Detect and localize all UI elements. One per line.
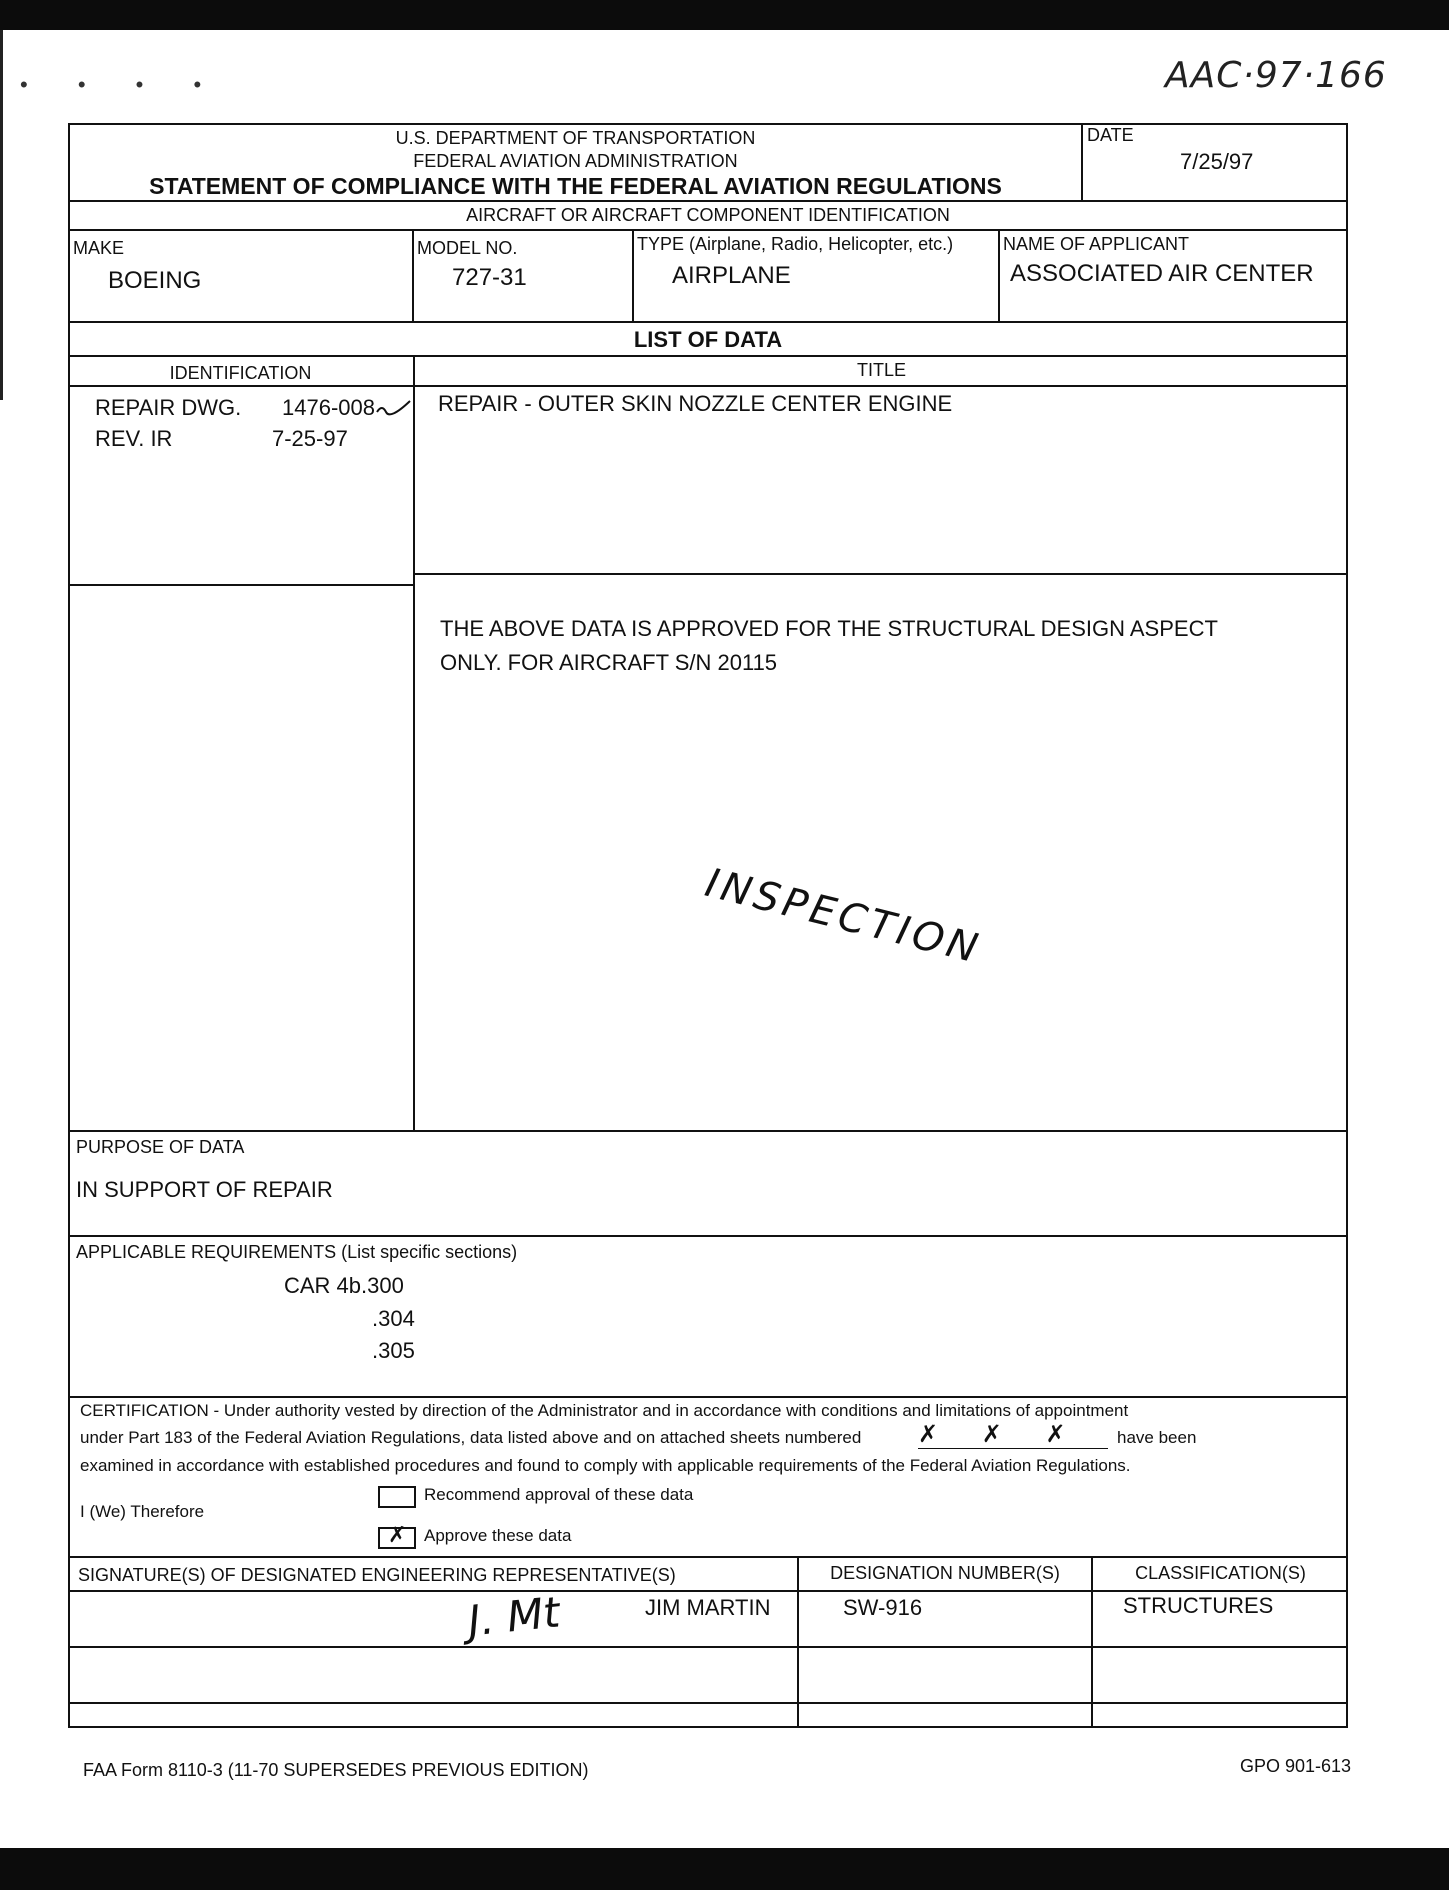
applicant-label: NAME OF APPLICANT <box>1003 234 1190 254</box>
recommend-approval-label: Recommend approval of these data <box>424 1485 694 1504</box>
purpose-value: IN SUPPORT OF REPAIR <box>76 1177 333 1202</box>
header-date-divider <box>1081 123 1083 201</box>
make-label: MAKE <box>73 238 125 258</box>
type-value: AIRPLANE <box>672 262 791 289</box>
scan-border-top <box>0 0 1449 30</box>
form-number: FAA Form 8110-3 (11-70 SUPERSEDES PREVIOUS EDITION) <box>83 1760 589 1780</box>
sheets-numbered: ✗ ✗ ✗ <box>918 1420 1108 1449</box>
check-mark-icon <box>374 398 414 420</box>
scan-border-bottom <box>0 1848 1449 1890</box>
divider <box>68 229 1348 231</box>
purpose-label: PURPOSE OF DATA <box>76 1137 245 1157</box>
model-label: MODEL NO. <box>417 238 518 258</box>
classification-value: STRUCTURES <box>1123 1593 1274 1618</box>
approve-data-checkbox[interactable] <box>378 1523 416 1549</box>
divider <box>68 385 1348 387</box>
column-divider <box>998 229 1000 321</box>
certification-line-1: CERTIFICATION - Under authority vested by direction of the Administrator and in accordance with conditions and limitations of appointment <box>80 1401 1129 1420</box>
make-value: BOEING <box>108 267 202 294</box>
divider <box>68 200 1348 202</box>
divider <box>68 1646 1348 1648</box>
divider <box>68 1396 1348 1398</box>
scan-border-left <box>0 30 3 400</box>
column-divider <box>412 229 414 321</box>
repair-drawing-label: REPAIR DWG. <box>95 395 242 420</box>
administration-name: FEDERAL AVIATION ADMINISTRATION <box>413 151 738 171</box>
revision-date: 7-25-97 <box>272 426 348 451</box>
divider <box>68 321 1348 323</box>
requirement-item: .305 <box>372 1338 415 1363</box>
approve-check-mark: ✗ <box>388 1523 407 1548</box>
identification-column-header: IDENTIFICATION <box>169 363 312 383</box>
divider <box>68 1590 1348 1592</box>
list-column-divider <box>413 355 415 1130</box>
department-name: U.S. DEPARTMENT OF TRANSPORTATION <box>395 128 756 148</box>
signature-column-header: SIGNATURE(S) OF DESIGNATED ENGINEERING REPRESENTATIVE(S) <box>78 1565 676 1585</box>
certification-line-2-suffix: have been <box>1117 1428 1197 1447</box>
signature: J. Mt <box>465 1587 563 1646</box>
divider <box>68 1556 1348 1558</box>
certification-line-2: under Part 183 of the Federal Aviation Regulations, data listed above and on attached sheets numbered <box>80 1428 862 1447</box>
inspection-stamp: INSPECTION <box>700 860 986 973</box>
revision-label: REV. IR <box>95 426 173 451</box>
designation-number: SW-916 <box>843 1595 923 1620</box>
stray-marks: • • • • <box>20 72 224 97</box>
divider <box>413 573 1348 575</box>
requirements-label: APPLICABLE REQUIREMENTS (List specific sections) <box>76 1242 518 1262</box>
date-value: 7/25/97 <box>1180 149 1254 174</box>
recommend-approval-checkbox[interactable] <box>378 1486 416 1508</box>
requirement-item: .304 <box>372 1306 415 1331</box>
representative-name: JIM MARTIN <box>645 1595 771 1620</box>
list-of-data-heading: LIST OF DATA <box>633 327 783 352</box>
requirement-item: CAR 4b.300 <box>284 1273 404 1298</box>
classification-column-header: CLASSIFICATION(S) <box>1135 1563 1306 1583</box>
approval-note-line-1: THE ABOVE DATA IS APPROVED FOR THE STRUCTURAL DESIGN ASPECT <box>440 616 1218 641</box>
divider <box>68 355 1348 357</box>
date-label: DATE <box>1087 125 1134 145</box>
title-column-header: TITLE <box>856 360 906 380</box>
divider <box>68 1702 1348 1704</box>
divider <box>68 584 413 586</box>
model-value: 727-31 <box>452 264 527 291</box>
divider <box>68 1235 1348 1237</box>
designation-column-header: DESIGNATION NUMBER(S) <box>830 1563 1060 1583</box>
approve-data-label: Approve these data <box>424 1526 572 1545</box>
approval-note-line-2: ONLY. FOR AIRCRAFT S/N 20115 <box>440 650 778 675</box>
type-label: TYPE (Airplane, Radio, Helicopter, etc.) <box>637 234 954 254</box>
certification-line-3: examined in accordance with established procedures and found to comply with applicable requirements of the Federal Aviation Regulations. <box>80 1456 1131 1475</box>
column-divider <box>632 229 634 321</box>
data-title: REPAIR - OUTER SKIN NOZZLE CENTER ENGINE <box>438 391 953 416</box>
therefore-label: I (We) Therefore <box>80 1502 205 1521</box>
applicant-value: ASSOCIATED AIR CENTER <box>1010 260 1314 287</box>
divider <box>68 1130 1348 1132</box>
identification-heading: AIRCRAFT OR AIRCRAFT COMPONENT IDENTIFICATION <box>466 205 950 225</box>
reference-number: AAC·97·166 <box>1165 55 1387 96</box>
repair-drawing-number: 1476-008 <box>282 395 375 420</box>
page-title: STATEMENT OF COMPLIANCE WITH THE FEDERAL AVIATION REGULATIONS <box>149 173 1002 199</box>
gpo-number: GPO 901-613 <box>1240 1756 1352 1776</box>
